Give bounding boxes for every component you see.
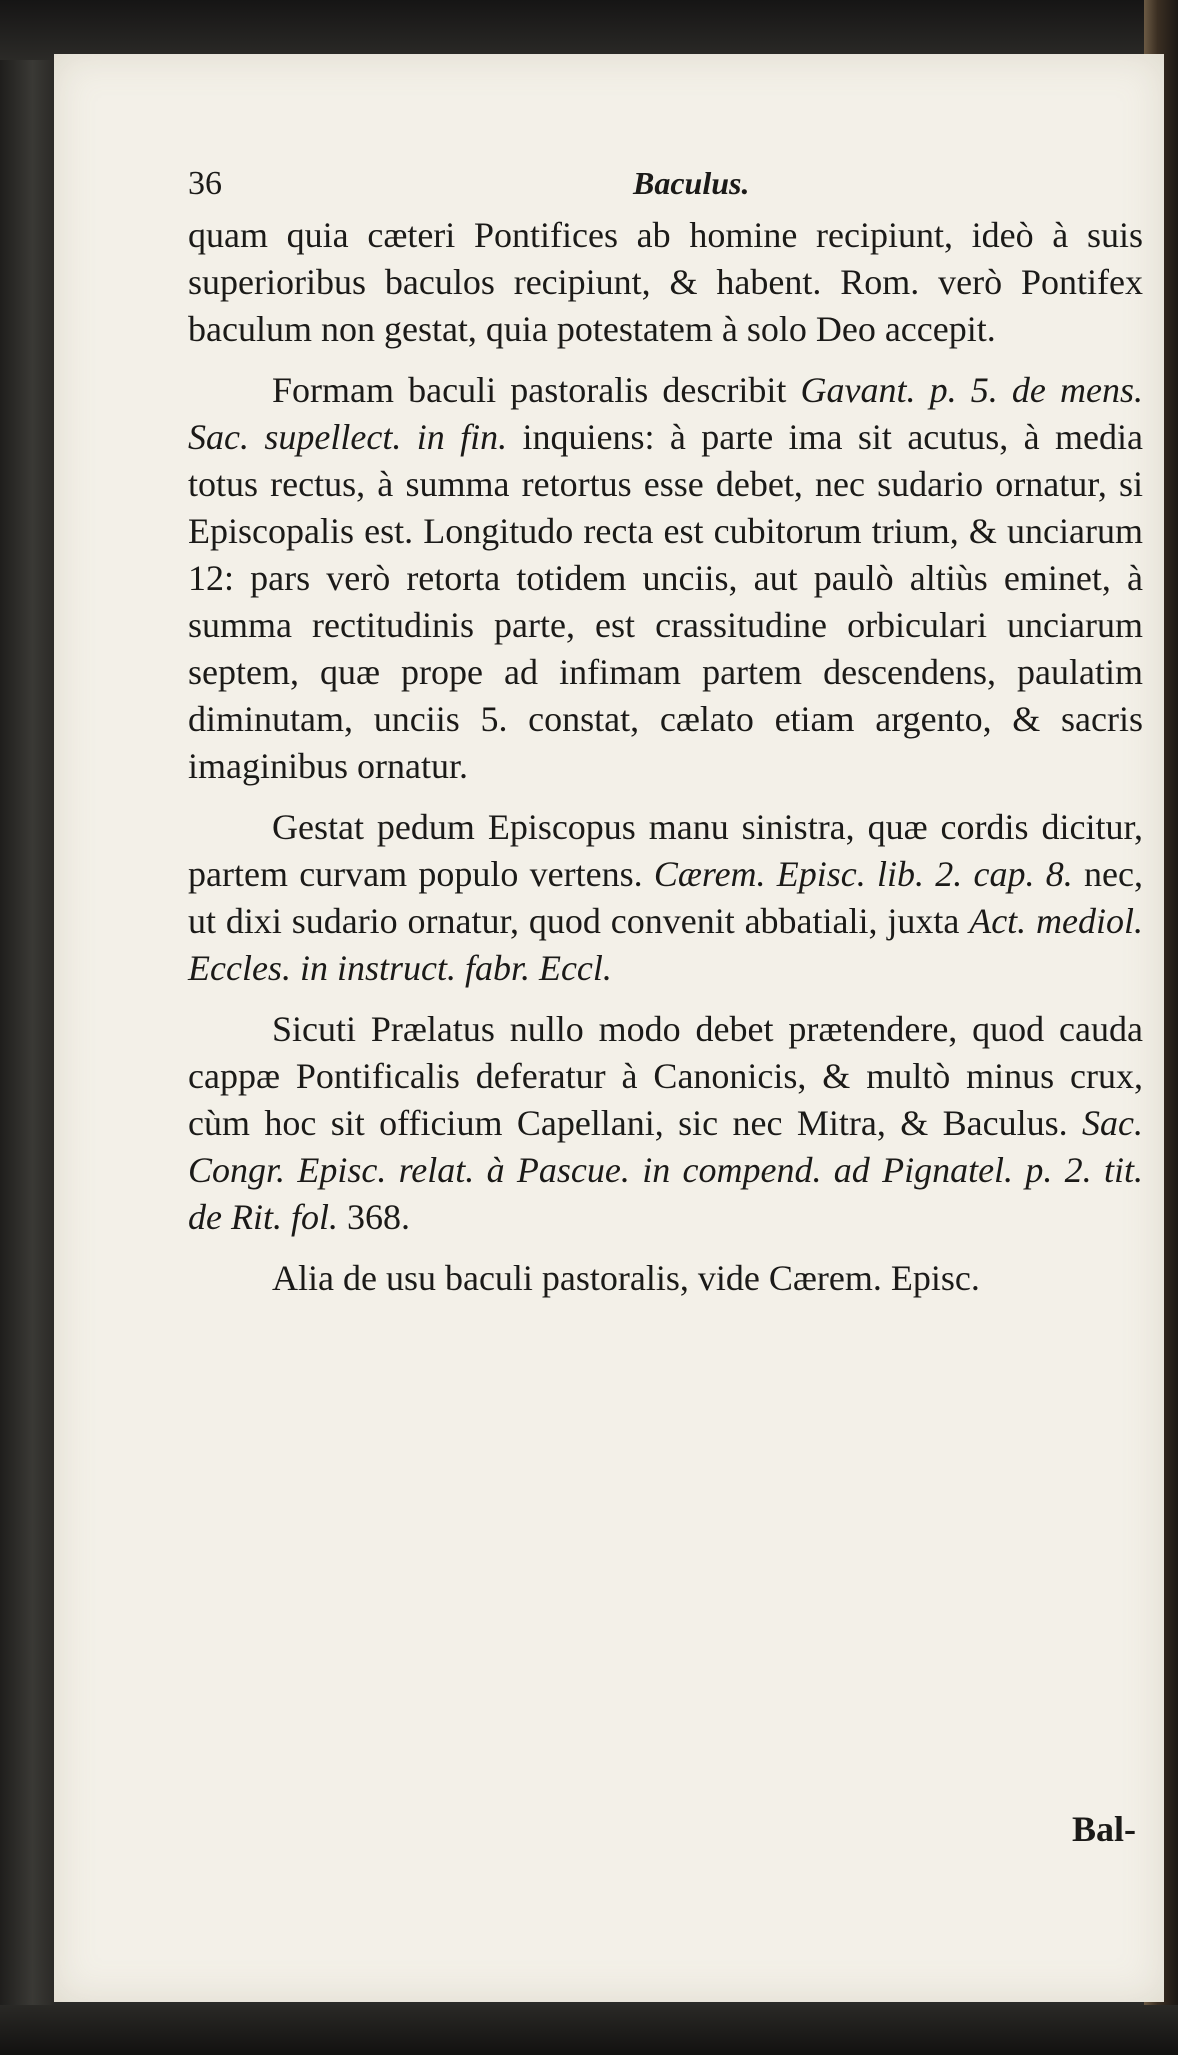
citation-act-mediol: Act. mediol. Eccles. in instruct. fabr. Eccl. [188, 901, 1144, 988]
paragraph-2-text-after: inquiens: à parte ima sit acutus, à media totus rectus, à summa retortus esse debet, nec sudario ornatur, si Episcopalis est. Longitudo recta est cubitorum trium, & unciarum 12: pars verò retorta totidem unciis, aut paulò altiùs eminet, à summa rectitudinis parte, est crassitudine orbiculari unciarum septem, quæ prope ad infimam partem descendens, paulatim diminutam, unciis 5. constat, cælato etiam argento, & sacris imaginibus ornatur. [188, 417, 1143, 786]
paragraph-3 [188, 804, 1143, 992]
paragraph-3-text-middle: nec, ut dixi sudario ornatur, quod convenit abbatiali, juxta [188, 854, 1143, 941]
paragraph-2-text-before: Formam baculi pastoralis describit [272, 370, 801, 410]
paragraph-4-text-after: 368. [337, 1197, 410, 1237]
paragraph-5: Alia de usu baculi pastoralis, vide Cærem. Episc. [272, 1258, 980, 1298]
citation-gavant: Gavant. p. 5. de mens. Sac. supellect. in fin. [188, 370, 1143, 457]
paragraph-1: quam quia cæteri Pontifices ab homine recipiunt, ideò à suis superioribus baculos recipiunt, & habent. Rom. verò Pontifex baculum non gestat, quia potestatem à solo Deo accepit. [188, 215, 1143, 349]
paragraph-3-text-before: Gestat pedum Episcopus manu sinistra, quæ cordis dicitur, partem curvam populo vertens. [188, 807, 1143, 894]
paragraph-4-text-before: Sicuti Prælatus nullo modo debet prætendere, quod cauda cappæ Pontificalis deferatur à Canonicis, & multò minus crux, cùm hoc sit officium Capellani, sic nec Mitra, & Baculus. [188, 1009, 1143, 1143]
citation-caerem: Cærem. Episc. lib. 2. cap. 8. [653, 854, 1073, 894]
citation-sac-congr: Sac. Congr. Episc. relat. à Pascue. in compend. ad Pignatel. p. 2. tit. de Rit. fol. [188, 1103, 1143, 1237]
scan-left-background [0, 60, 54, 2055]
running-head: Baculus. [633, 165, 750, 201]
page-header [188, 160, 1143, 212]
catchword: Bal- [1072, 1809, 1137, 1849]
page-text-block [188, 160, 1143, 1302]
paragraph-4 [188, 1006, 1143, 1241]
paragraph-2 [188, 367, 1143, 790]
scan-top-background [0, 0, 1178, 60]
scan-bottom-background [0, 2005, 1178, 2055]
page-number: 36 [188, 165, 222, 202]
